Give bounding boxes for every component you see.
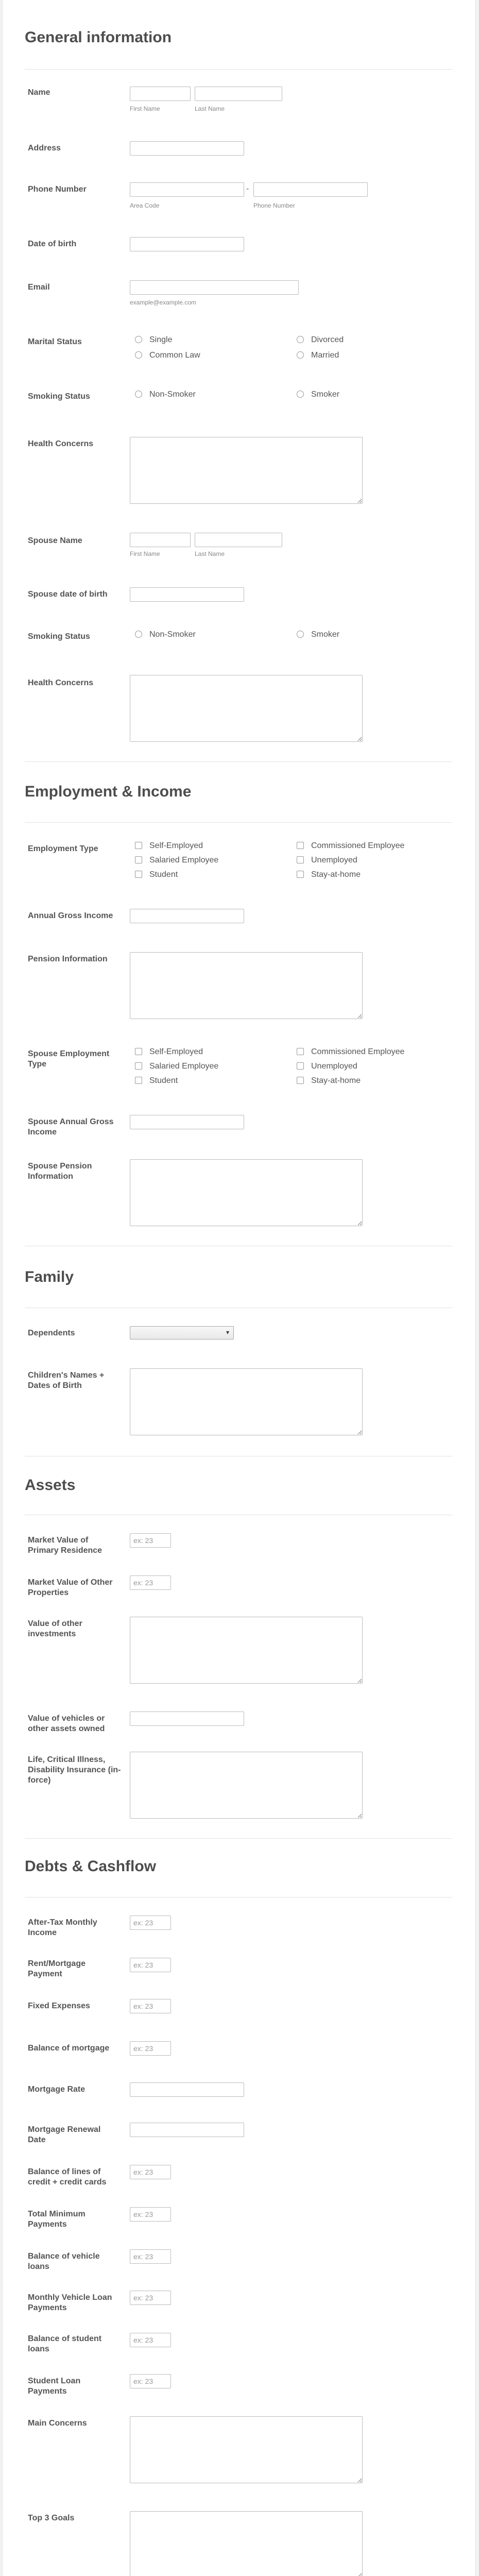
spouse-dob-label: Spouse date of birth	[28, 590, 108, 599]
investments-label: Value of other investments	[28, 1619, 82, 1638]
other-properties-label: Market Value of Other Properties	[28, 1578, 113, 1597]
checkbox[interactable]	[135, 871, 142, 878]
email-input[interactable]	[130, 280, 299, 295]
employment-option-stay-at-home[interactable]: Stay-at-home	[297, 870, 361, 880]
spouse-employment-option-self-employed[interactable]: Self-Employed	[135, 1047, 203, 1057]
address-input[interactable]	[130, 141, 244, 156]
spouse-smoking-label: Smoking Status	[28, 632, 90, 641]
section-title-family: Family	[25, 1268, 74, 1285]
marital-option-divorced[interactable]: Divorced	[297, 335, 344, 345]
employment-option-unemployed[interactable]: Unemployed	[297, 855, 357, 866]
renewal-date-label: Mortgage Renewal Date	[28, 2125, 101, 2144]
spouse-employment-option-salaried[interactable]: Salaried Employee	[135, 1061, 218, 1072]
other-properties-input[interactable]	[130, 1575, 171, 1590]
marital-option-single[interactable]: Single	[135, 335, 172, 345]
spouse-dob-input[interactable]	[130, 587, 244, 602]
marital-label: Marital Status	[28, 337, 82, 346]
min-payments-label: Total Minimum Payments	[28, 2210, 85, 2229]
radio-button[interactable]	[135, 391, 142, 398]
checkbox[interactable]	[135, 842, 142, 849]
radio-button[interactable]	[135, 351, 142, 359]
smoking-option-smoker[interactable]: Smoker	[297, 389, 339, 400]
checkbox[interactable]	[135, 1077, 142, 1084]
divider	[25, 761, 452, 762]
spouse-pension-label: Spouse Pension Information	[28, 1162, 92, 1181]
divider	[25, 1838, 452, 1839]
dependents-label: Dependents	[28, 1329, 75, 1337]
employment-option-salaried[interactable]: Salaried Employee	[135, 855, 218, 866]
employment-option-self-employed[interactable]: Self-Employed	[135, 841, 203, 851]
employment-type-label: Employment Type	[28, 844, 98, 853]
health-label: Health Concerns	[28, 439, 94, 448]
spouse-gross-income-input[interactable]	[130, 1115, 244, 1129]
spouse-employment-option-stay-at-home[interactable]: Stay-at-home	[297, 1076, 361, 1086]
mortgage-rate-label: Mortgage Rate	[28, 2085, 85, 2094]
spouse-health-label: Health Concerns	[28, 679, 94, 687]
phone-dash: -	[246, 184, 249, 193]
checkbox[interactable]	[135, 1062, 142, 1070]
first-name-sublabel: First Name	[130, 105, 160, 112]
mortgage-balance-input[interactable]	[130, 2041, 171, 2056]
checkbox[interactable]	[297, 1062, 304, 1070]
spouse-smoking-option-smoker[interactable]: Smoker	[297, 630, 339, 640]
chevron-down-icon: ▾	[226, 1329, 229, 1336]
section-title-general: General information	[25, 29, 172, 46]
smoking-option-non-smoker[interactable]: Non-Smoker	[135, 389, 196, 400]
email-label: Email	[28, 283, 50, 292]
radio-button[interactable]	[297, 351, 304, 359]
spouse-employment-option-unemployed[interactable]: Unemployed	[297, 1061, 357, 1072]
children-label: Children's Names + Dates of Birth	[28, 1371, 105, 1390]
top-goals-label: Top 3 Goals	[28, 2514, 75, 2522]
phone-number-input[interactable]	[253, 182, 368, 197]
section-title-assets: Assets	[25, 1477, 76, 1494]
marital-option-common-law[interactable]: Common Law	[135, 350, 200, 361]
phone-number-sublabel: Phone Number	[253, 202, 295, 209]
mortgage-rate-input[interactable]	[130, 2082, 244, 2097]
mortgage-balance-label: Balance of mortgage	[28, 2044, 110, 2053]
radio-button[interactable]	[135, 336, 142, 343]
pension-label: Pension Information	[28, 955, 108, 963]
address-label: Address	[28, 144, 61, 152]
checkbox[interactable]	[135, 856, 142, 863]
spouse-employment-option-student[interactable]: Student	[135, 1076, 178, 1086]
form-card	[2, 0, 476, 2576]
radio-button[interactable]	[135, 631, 142, 638]
employment-option-student[interactable]: Student	[135, 870, 178, 880]
first-name-input[interactable]	[130, 87, 191, 101]
radio-button[interactable]	[297, 391, 304, 398]
vehicle-balance-label: Balance of vehicle loans	[28, 2252, 100, 2271]
divider	[25, 69, 452, 70]
divider	[25, 822, 452, 823]
marital-option-married[interactable]: Married	[297, 350, 339, 361]
after-tax-income-label: After-Tax Monthly Income	[28, 1918, 97, 1937]
spouse-gross-income-label: Spouse Annual Gross Income	[28, 1117, 114, 1137]
children-textarea[interactable]	[130, 1368, 363, 1435]
min-payments-input[interactable]	[130, 2207, 171, 2222]
investments-textarea[interactable]	[130, 1617, 363, 1684]
spouse-pension-textarea[interactable]	[130, 1159, 363, 1226]
vehicles-input[interactable]	[130, 1711, 244, 1726]
student-payments-input[interactable]	[130, 2374, 171, 2388]
radio-button[interactable]	[297, 336, 304, 343]
renewal-date-input[interactable]	[130, 2123, 244, 2137]
radio-button[interactable]	[297, 631, 304, 638]
employment-option-commissioned[interactable]: Commissioned Employee	[297, 841, 404, 851]
section-title-employment: Employment & Income	[25, 783, 192, 800]
vehicle-payments-label: Monthly Vehicle Loan Payments	[28, 2293, 112, 2312]
student-balance-input[interactable]	[130, 2333, 171, 2347]
student-payments-label: Student Loan Payments	[28, 2377, 81, 2396]
vehicle-payments-input[interactable]	[130, 2291, 171, 2305]
last-name-sublabel: Last Name	[195, 105, 225, 112]
top-goals-textarea[interactable]	[130, 2511, 363, 2576]
primary-residence-label: Market Value of Primary Residence	[28, 1536, 102, 1555]
phone-label: Phone Number	[28, 185, 87, 194]
spouse-smoking-option-non-smoker[interactable]: Non-Smoker	[135, 630, 196, 640]
lines-of-credit-label: Balance of lines of credit + credit cards	[28, 2167, 107, 2187]
lines-of-credit-input[interactable]	[130, 2165, 171, 2179]
spouse-health-textarea[interactable]	[130, 675, 363, 742]
checkbox[interactable]	[297, 1048, 304, 1055]
fixed-expenses-label: Fixed Expenses	[28, 2002, 90, 2010]
dob-input[interactable]	[130, 237, 244, 251]
section-title-debts: Debts & Cashflow	[25, 1858, 157, 1875]
dob-label: Date of birth	[28, 240, 77, 248]
health-textarea[interactable]	[130, 437, 363, 504]
vehicle-balance-input[interactable]	[130, 2249, 171, 2264]
after-tax-income-input[interactable]	[130, 1916, 171, 1930]
main-concerns-textarea[interactable]	[130, 2416, 363, 2483]
checkbox[interactable]	[297, 871, 304, 878]
insurance-textarea[interactable]	[130, 1752, 363, 1819]
vehicles-label: Value of vehicles or other assets owned	[28, 1714, 105, 1733]
student-balance-label: Balance of student loans	[28, 2334, 102, 2353]
spouse-first-name-input[interactable]	[130, 533, 191, 547]
main-concerns-label: Main Concerns	[28, 2419, 87, 2428]
fixed-expenses-input[interactable]	[130, 1999, 171, 2013]
spouse-employment-option-commissioned[interactable]: Commissioned Employee	[297, 1047, 404, 1057]
area-code-sublabel: Area Code	[130, 202, 160, 209]
rent-mortgage-input[interactable]	[130, 1958, 171, 1972]
checkbox[interactable]	[297, 1077, 304, 1084]
last-name-input[interactable]	[195, 87, 282, 101]
spouse-name-label: Spouse Name	[28, 536, 82, 545]
smoking-label: Smoking Status	[28, 392, 90, 401]
gross-income-label: Annual Gross Income	[28, 911, 113, 920]
name-label: Name	[28, 88, 50, 97]
primary-residence-input[interactable]	[130, 1533, 171, 1548]
gross-income-input[interactable]	[130, 909, 244, 923]
insurance-label: Life, Critical Illness, Disability Insurance (in-force)	[28, 1755, 121, 1785]
rent-mortgage-label: Rent/Mortgage Payment	[28, 1959, 85, 1978]
area-code-input[interactable]	[130, 182, 244, 197]
email-sublabel: example@example.com	[130, 299, 196, 306]
pension-textarea[interactable]	[130, 952, 363, 1019]
dependents-select[interactable]	[130, 1326, 234, 1340]
spouse-employment-type-label: Spouse Employment Type	[28, 1049, 110, 1069]
spouse-first-sublabel: First Name	[130, 550, 160, 557]
checkbox[interactable]	[297, 856, 304, 863]
spouse-last-sublabel: Last Name	[195, 550, 225, 557]
checkbox[interactable]	[135, 1048, 142, 1055]
checkbox[interactable]	[297, 842, 304, 849]
spouse-last-name-input[interactable]	[195, 533, 282, 547]
